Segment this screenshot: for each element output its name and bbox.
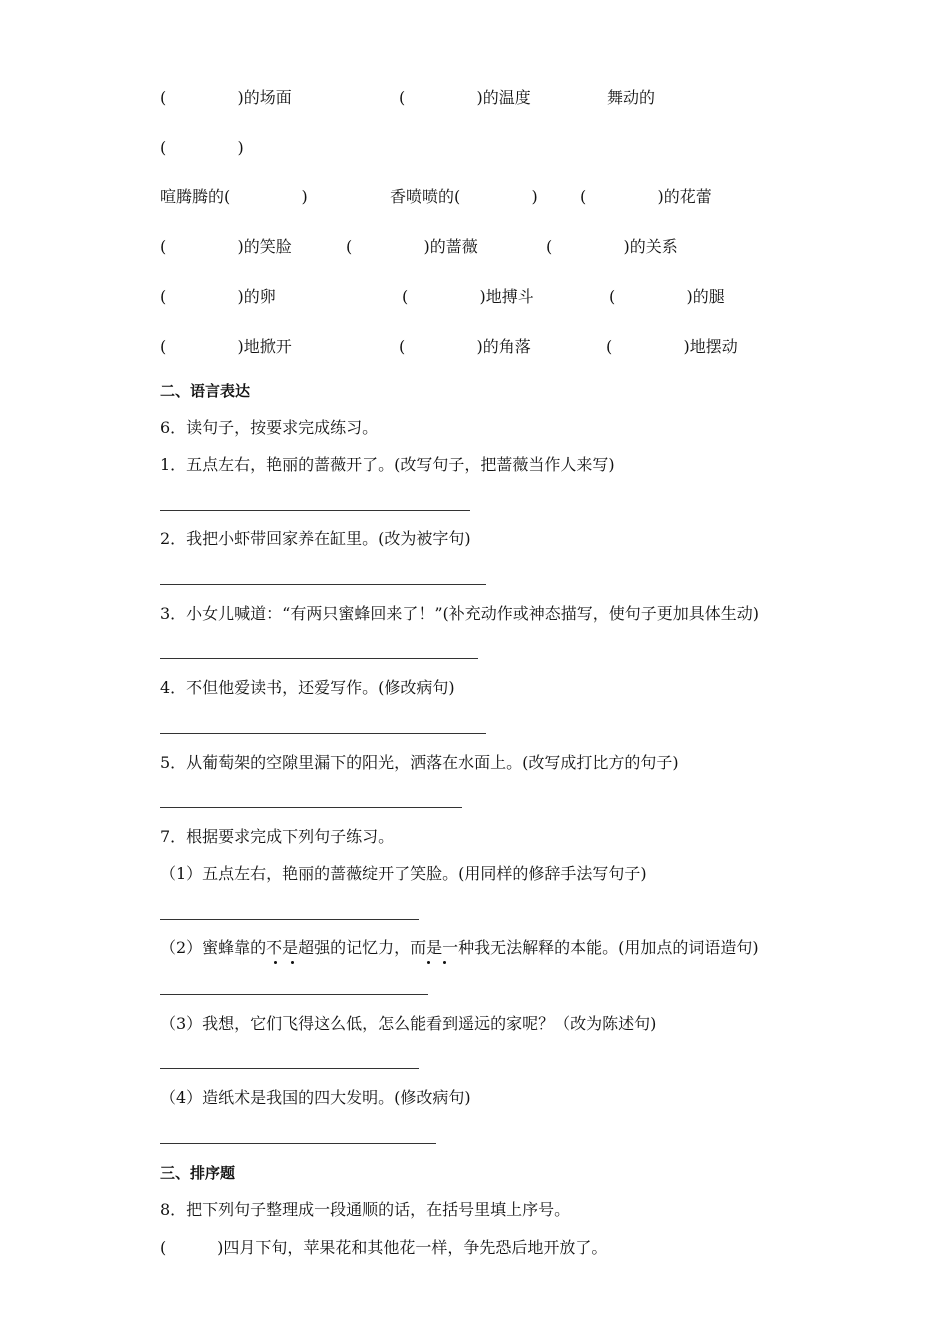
emphasis-dot <box>443 961 446 964</box>
blank-5-1: ( )的卵 <box>160 287 276 306</box>
emphasis-dot <box>274 961 277 964</box>
blank-4-3: ( )的关系 <box>546 237 678 256</box>
blank-3-2: 香喷喷的( ) <box>390 187 538 206</box>
emphasis-dot <box>427 961 430 964</box>
blank-3-3: ( )的花蕾 <box>580 187 712 206</box>
q6-item-4: 4．不但他爱读书，还爱写作。(修改病句) <box>160 678 455 697</box>
blank-5-3: ( )的腿 <box>609 287 725 306</box>
q6-item-5: 5．从葡萄架的空隙里漏下的阳光，洒落在水面上。(改写成打比方的句子) <box>160 753 679 772</box>
q8-item-1: ( )四月下旬，苹果花和其他花一样，争先恐后地开放了。 <box>160 1238 608 1257</box>
q6-item-1: 1．五点左右，艳丽的蔷薇开了。(改写句子，把蔷薇当作人来写) <box>160 455 615 474</box>
blank-1-3: 舞动的 <box>607 88 656 107</box>
q6-stem: 6．读句子，按要求完成练习。 <box>160 418 379 437</box>
answer-line[interactable] <box>160 919 419 920</box>
answer-line[interactable] <box>160 510 470 511</box>
q7-item-3: （3）我想，它们飞得这么低，怎么能看到遥远的家呢？（改为陈述句) <box>160 1014 657 1033</box>
blank-6-1: ( )地掀开 <box>160 337 292 356</box>
blank-4-1: ( )的笑脸 <box>160 237 292 256</box>
answer-line[interactable] <box>160 1143 436 1144</box>
answer-line[interactable] <box>160 1068 419 1069</box>
blank-6-3: ( )地摆动 <box>606 337 738 356</box>
section-2-title: 二、语言表达 <box>160 382 251 400</box>
answer-line[interactable] <box>160 807 462 808</box>
section-3-title: 三、排序题 <box>160 1164 236 1182</box>
answer-line[interactable] <box>160 733 486 734</box>
answer-line[interactable] <box>160 994 428 995</box>
q6-item-3: 3．小女儿喊道：“有两只蜜蜂回来了！”(补充动作或神态描写，使句子更加具体生动) <box>160 604 760 623</box>
blank-1-1: ( )的场面 <box>160 88 292 107</box>
q7-item-2: （2）蜜蜂靠的不是超强的记忆力，而是一种我无法解释的本能。(用加点的词语造句) <box>160 938 759 957</box>
blank-4-2: ( )的蔷薇 <box>346 237 478 256</box>
blank-2-1: ( ) <box>160 138 244 157</box>
q7-stem: 7．根据要求完成下列句子练习。 <box>160 827 395 846</box>
blank-1-2: ( )的温度 <box>399 88 531 107</box>
answer-line[interactable] <box>160 658 478 659</box>
answer-line[interactable] <box>160 584 486 585</box>
q8-stem: 8．把下列句子整理成一段通顺的话，在括号里填上序号。 <box>160 1200 571 1219</box>
blank-6-2: ( )的角落 <box>399 337 531 356</box>
blank-3-1: 喧腾腾的( ) <box>160 187 308 206</box>
emphasis-dot <box>291 961 294 964</box>
q6-item-2: 2．我把小虾带回家养在缸里。(改为被字句) <box>160 529 471 548</box>
q7-item-4: （4）造纸术是我国的四大发明。(修改病句) <box>160 1088 471 1107</box>
q7-item-1: （1）五点左右，艳丽的蔷薇绽开了笑脸。(用同样的修辞手法写句子) <box>160 864 647 883</box>
blank-5-2: ( )地搏斗 <box>402 287 534 306</box>
